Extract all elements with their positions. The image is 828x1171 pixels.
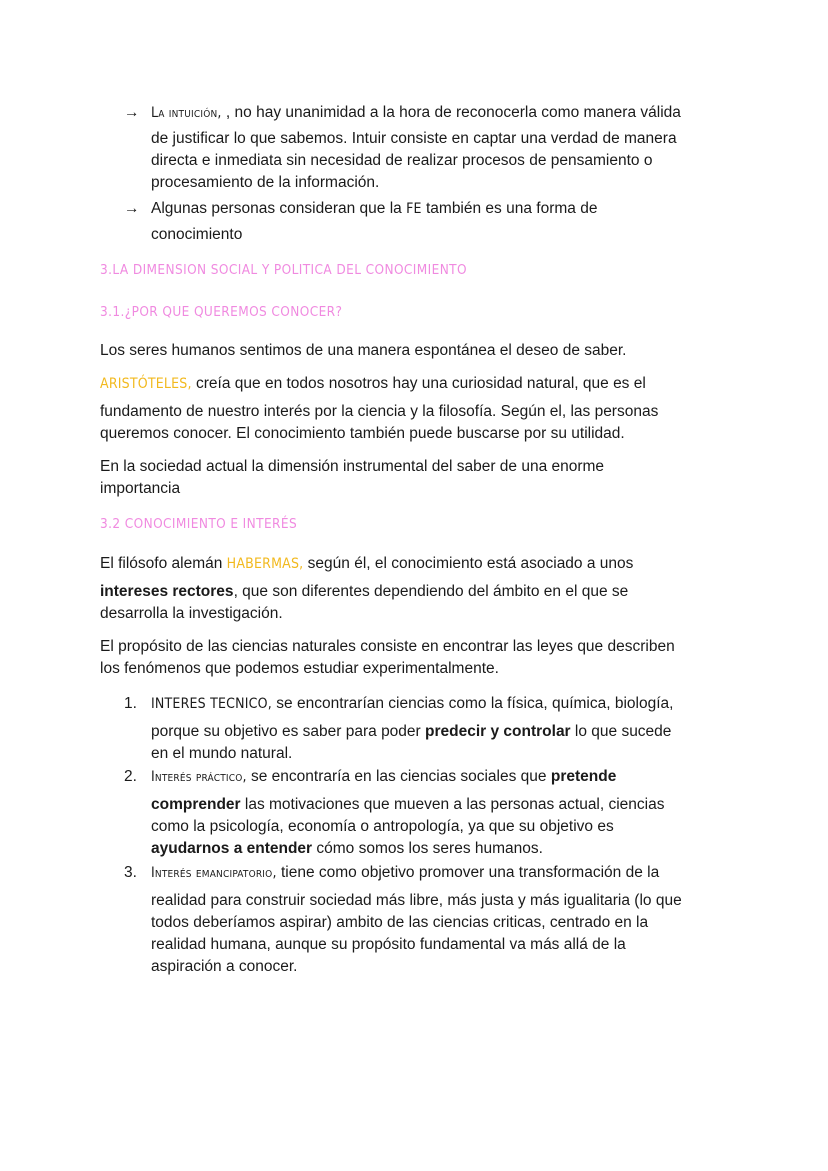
section-heading-3-2: 3.2 CONOCIMIENTO E INTERÉS <box>100 516 298 532</box>
arrow-icon: → <box>124 104 140 121</box>
section-heading-3: 3.LA DIMENSION SOCIAL Y POLITICA DEL CONOCIMIENTO <box>100 262 467 278</box>
paragraph-aristoteles <box>100 373 730 445</box>
list-number: 1. <box>124 695 137 712</box>
bold-predecir-controlar: predecir y controlar <box>425 723 571 740</box>
text-line: según él, el conocimiento está asociado a unos <box>303 555 634 572</box>
text-line: creía que en todos nosotros hay una curiosidad natural, que es el <box>191 375 646 392</box>
text-line: como la psicología, economía o antropología, ya que su objetivo es <box>151 818 614 835</box>
text-line: aspiración a conocer. <box>151 958 298 975</box>
term-fe: FE <box>406 201 422 217</box>
text-line: El filósofo alemán <box>100 555 227 572</box>
bullet-line: de justificar lo que sabemos. Intuir consiste en captar una verdad de manera <box>151 130 677 147</box>
text-line: realidad para construir sociedad más libre, más justa y más igualitaria (lo que <box>151 892 682 909</box>
section-heading-3-1: 3.1.¿POR QUE QUEREMOS CONOCER? <box>100 304 343 320</box>
paragraph-habermas <box>100 553 730 625</box>
term-intuicion: La intuición, <box>151 105 222 121</box>
bold-comprender: comprender <box>151 796 241 813</box>
text-line: las motivaciones que mueven a las personas actual, ciencias <box>240 796 665 813</box>
bullet-text: Algunas personas consideran que la <box>151 200 407 217</box>
text-line: En la sociedad actual la dimensión instrumental del saber de una enorme <box>100 458 605 475</box>
term-interes-practico: Interés práctico, <box>151 769 247 785</box>
bullet-line: procesamiento de la información. <box>151 174 380 191</box>
text-line: en el mundo natural. <box>151 745 293 762</box>
text-line: realidad humana, aunque su propósito fundamental va más allá de la <box>151 936 626 953</box>
name-habermas: HABERMAS, <box>226 556 304 572</box>
text-line: se encontrarían ciencias como la física, química, biología, <box>271 695 674 712</box>
term-interes-emancipatorio: Interés emancipatorio, <box>151 865 277 881</box>
paragraph-sociedad-actual <box>100 456 730 500</box>
list-item-interes-tecnico <box>124 693 734 765</box>
term-interes-tecnico: INTERES TECNICO, <box>151 696 272 712</box>
bullet-line: directa e inmediata sin necesidad de realizar procesos de pensamiento o <box>151 152 653 169</box>
text-line: , que son diferentes dependiendo del ámbito en el que se <box>233 583 629 600</box>
text-line: queremos conocer. El conocimiento también puede buscarse por su utilidad. <box>100 425 625 442</box>
bullet-intuicion <box>124 102 734 194</box>
text-line: porque su objetivo es saber para poder <box>151 723 426 740</box>
text-line: todos deberíamos aspirar) ambito de las ciencias criticas, centrado en la <box>151 914 649 931</box>
bullet-text: , no hay unanimidad a la hora de reconocerla como manera válida <box>221 104 681 121</box>
bold-intereses-rectores: intereses rectores <box>100 583 234 600</box>
paragraph-ciencias-naturales <box>100 636 730 680</box>
paragraph-deseo-saber: Los seres humanos sentimos de una manera espontánea el deseo de saber. <box>100 342 627 359</box>
text-line: importancia <box>100 480 181 497</box>
text-line: El propósito de las ciencias naturales consiste en encontrar las leyes que describen <box>100 638 675 655</box>
list-item-interes-emancipatorio <box>124 862 734 978</box>
text-line: cómo somos los seres humanos. <box>312 840 543 857</box>
bullet-line: conocimiento <box>151 226 243 243</box>
text-line: se encontraría en las ciencias sociales que <box>246 768 551 785</box>
bullet-text: también es una forma de <box>421 200 598 217</box>
arrow-icon: → <box>124 200 140 217</box>
text-line: desarrolla la investigación. <box>100 605 283 622</box>
bold-ayudarnos: ayudarnos a entender <box>151 840 313 857</box>
bullet-fe <box>124 198 734 246</box>
text-line: tiene como objetivo promover una transformación de la <box>276 864 660 881</box>
list-number: 2. <box>124 768 137 785</box>
name-aristoteles: ARISTÓTELES, <box>100 376 192 392</box>
text-line: lo que sucede <box>570 723 672 740</box>
list-number: 3. <box>124 864 137 881</box>
list-item-interes-practico <box>124 766 734 860</box>
text-line: los fenómenos que podemos estudiar experimentalmente. <box>100 660 499 677</box>
bold-pretende: pretende <box>550 768 617 785</box>
text-line: fundamento de nuestro interés por la ciencia y la filosofía. Según el, las personas <box>100 403 659 420</box>
